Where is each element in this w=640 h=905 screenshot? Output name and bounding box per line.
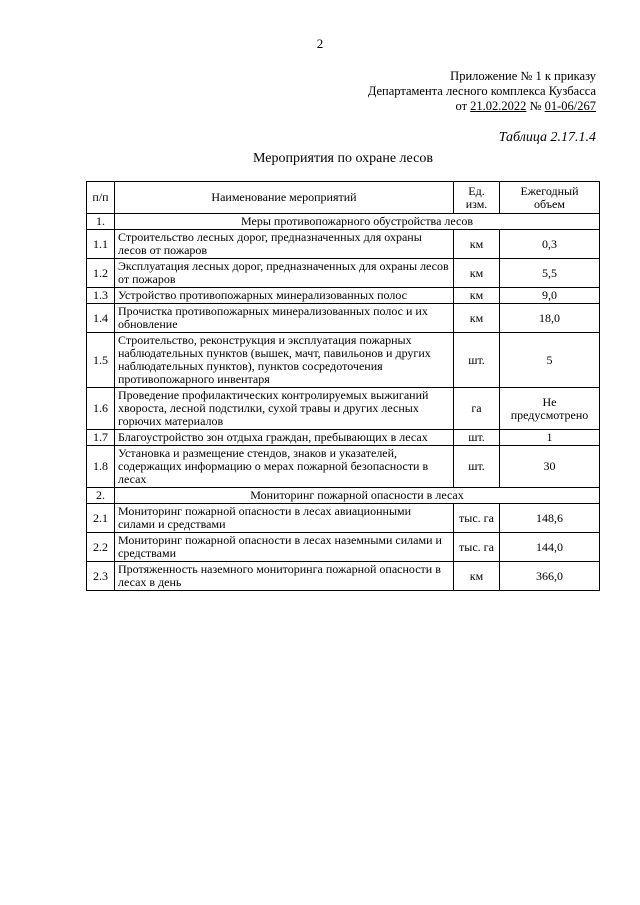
table-row [87,446,600,488]
header-unit-line-2: изм. [465,196,488,211]
table-row [87,504,600,533]
table-row [87,430,600,446]
row-num: 1.6 [87,388,115,430]
row-name: Устройство противопожарных минерализованных полос [115,288,454,304]
table-row [87,288,600,304]
appendix-line-2: Департамента лесного комплекса Кузбасса [367,84,596,98]
table-row [87,304,600,333]
table-header-row [87,182,600,214]
row-unit: км [454,562,500,591]
header-name: Наименование мероприятий [115,182,454,214]
row-unit: га [454,388,500,430]
row-volume: 9,0 [500,288,600,304]
table-row [87,259,600,288]
appendix-block [368,69,596,114]
header-volume [500,182,600,214]
table-body [87,214,600,591]
row-name: Протяженность наземного мониторинга пожарной опасности в лесах в день [115,562,454,591]
row-num: 1.3 [87,288,115,304]
row-volume: 0,3 [500,230,600,259]
table-row [87,333,600,388]
row-unit: шт. [454,333,500,388]
table-row [87,562,600,591]
row-volume: 1 [500,430,600,446]
row-num: 1.5 [87,333,115,388]
row-volume: 5 [500,333,600,388]
row-unit: км [454,230,500,259]
row-name: Мониторинг пожарной опасности в лесах наземными силами и средствами [115,533,454,562]
measures-table [86,181,600,591]
table-row [87,388,600,430]
row-unit: км [454,259,500,288]
section-title: Мониторинг пожарной опасности в лесах [115,488,600,504]
row-unit: шт. [454,446,500,488]
table-row [87,533,600,562]
row-name: Строительство, реконструкция и эксплуатация пожарных наблюдательных пунктов (вышек, мачт, павильонов и других наблюдательных пунктов), пунктов сосредоточения противопожарного инвентаря [115,333,454,388]
section-num: 1. [87,214,115,230]
row-unit: км [454,304,500,333]
row-volume: 18,0 [500,304,600,333]
section-row [87,488,600,504]
row-unit: тыс. га [454,504,500,533]
number-sign: № [526,99,545,113]
row-num: 1.1 [87,230,115,259]
order-date: 21.02.2022 [470,99,527,113]
header-unit [454,182,500,214]
section-title: Меры противопожарного обустройства лесов [115,214,600,230]
header-unit-line-1: Ед. [468,183,485,198]
row-volume: 5,5 [500,259,600,288]
row-num: 1.8 [87,446,115,488]
table-row [87,230,600,259]
row-unit: км [454,288,500,304]
row-num: 2.2 [87,533,115,562]
row-num: 1.7 [87,430,115,446]
row-name: Эксплуатация лесных дорог, предназначенных для охраны лесов от пожаров [115,259,454,288]
appendix-line-1: Приложение № 1 к приказу [450,69,596,83]
section-num: 2. [87,488,115,504]
row-name: Проведение профилактических контролируемых выжиганий хвороста, лесной подстилки, сухой травы и других лесных горючих материалов [115,388,454,430]
row-volume: 148,6 [500,504,600,533]
header-num: п/п [87,182,115,214]
row-volume: 144,0 [500,533,600,562]
row-name: Благоустройство зон отдыха граждан, пребывающих в лесах [115,430,454,446]
row-num: 1.2 [87,259,115,288]
row-volume: 30 [500,446,600,488]
header-volume-line-1: Ежегодный [520,183,579,198]
header-volume-line-2: объем [534,196,565,211]
row-name: Мониторинг пожарной опасности в лесах авиационными силами и средствами [115,504,454,533]
row-name: Установка и размещение стендов, знаков и указателей, содержащих информацию о мерах пожарной безопасности в лесах [115,446,454,488]
document-title: Мероприятия по охране лесов [253,151,433,166]
row-name: Строительство лесных дорог, предназначенных для охраны лесов от пожаров [115,230,454,259]
row-unit: тыс. га [454,533,500,562]
row-unit: шт. [454,430,500,446]
row-num: 2.1 [87,504,115,533]
appendix-prefix: от [455,99,471,113]
row-num: 1.4 [87,304,115,333]
row-num: 2.3 [87,562,115,591]
row-name: Прочистка противопожарных минерализованных полос и их обновление [115,304,454,333]
appendix-line-3 [368,99,596,114]
row-volume: Не предусмотрено [500,388,600,430]
order-number: 01-06/267 [544,99,596,113]
table-number: Таблица 2.17.1.4 [498,130,596,145]
row-volume: 366,0 [500,562,600,591]
section-row [87,214,600,230]
page-number: 2 [316,36,324,51]
